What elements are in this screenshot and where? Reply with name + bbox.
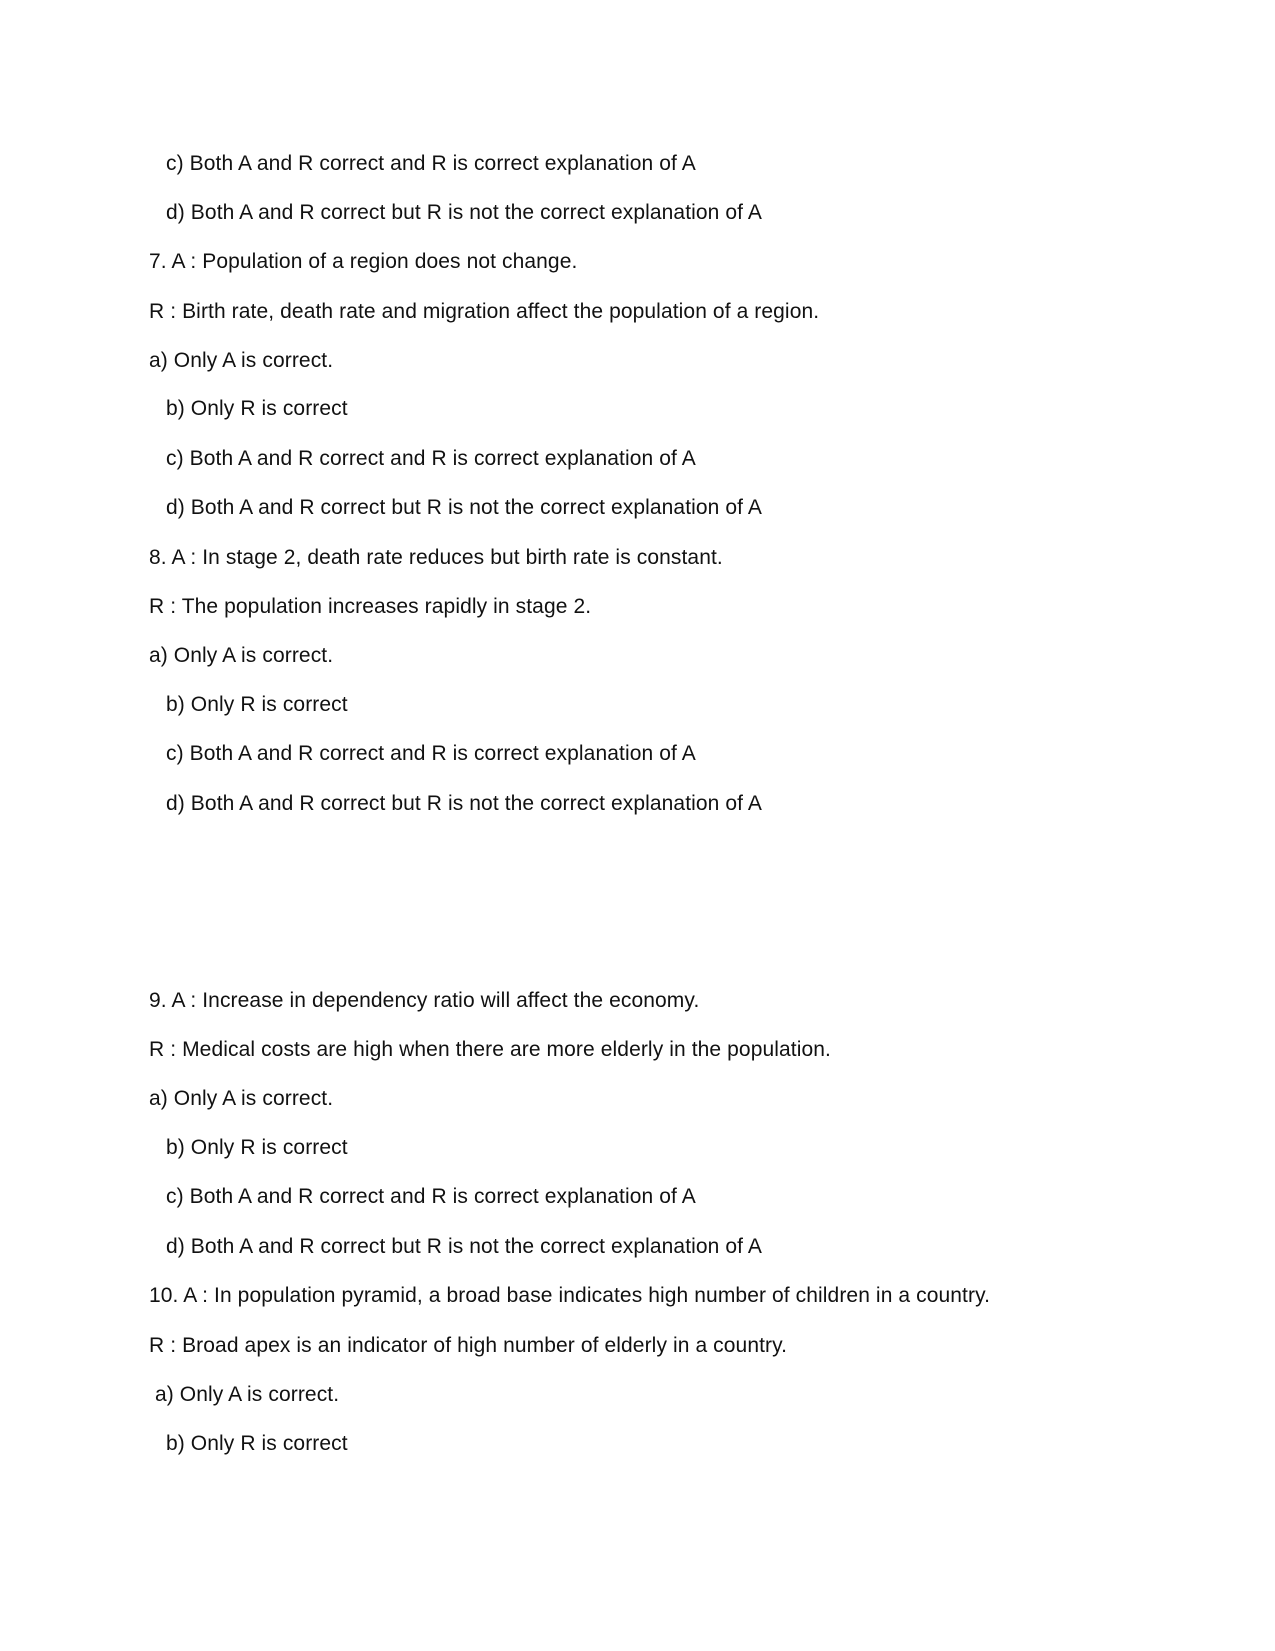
question-9-option-b: b) Only R is correct xyxy=(166,1136,348,1159)
question-10-option-b: b) Only R is correct xyxy=(166,1432,348,1455)
question-8-reason: R : The population increases rapidly in stage 2. xyxy=(149,595,592,618)
question-10-reason: R : Broad apex is an indicator of high number of elderly in a country. xyxy=(149,1334,788,1357)
question-8-option-c: c) Both A and R correct and R is correct explanation of A xyxy=(166,742,696,765)
question-8-option-d: d) Both A and R correct but R is not the correct explanation of A xyxy=(166,792,762,815)
question-7-reason: R : Birth rate, death rate and migration affect the population of a region. xyxy=(149,300,820,323)
question-9-option-a: a) Only A is correct. xyxy=(149,1087,334,1110)
question-10-assertion: 10. A : In population pyramid, a broad base indicates high number of children in a country. xyxy=(149,1284,991,1307)
question-8-option-b: b) Only R is correct xyxy=(166,693,348,716)
question-8-option-a: a) Only A is correct. xyxy=(149,644,334,667)
question-7-option-a: a) Only A is correct. xyxy=(149,349,334,372)
option-d: d) Both A and R correct but R is not the correct explanation of A xyxy=(166,201,762,224)
question-10-option-a: a) Only A is correct. xyxy=(155,1383,340,1406)
question-9-option-d: d) Both A and R correct but R is not the correct explanation of A xyxy=(166,1235,762,1258)
option-c: c) Both A and R correct and R is correct explanation of A xyxy=(166,152,696,175)
question-7-option-b: b) Only R is correct xyxy=(166,397,348,420)
question-8-assertion: 8. A : In stage 2, death rate reduces but birth rate is constant. xyxy=(149,546,723,569)
question-9-reason: R : Medical costs are high when there are more elderly in the population. xyxy=(149,1038,831,1061)
question-7-assertion: 7. A : Population of a region does not change. xyxy=(149,250,578,273)
question-9-option-c: c) Both A and R correct and R is correct explanation of A xyxy=(166,1185,696,1208)
question-9-assertion: 9. A : Increase in dependency ratio will affect the economy. xyxy=(149,989,700,1012)
question-7-option-c: c) Both A and R correct and R is correct explanation of A xyxy=(166,447,696,470)
question-7-option-d: d) Both A and R correct but R is not the correct explanation of A xyxy=(166,496,762,519)
